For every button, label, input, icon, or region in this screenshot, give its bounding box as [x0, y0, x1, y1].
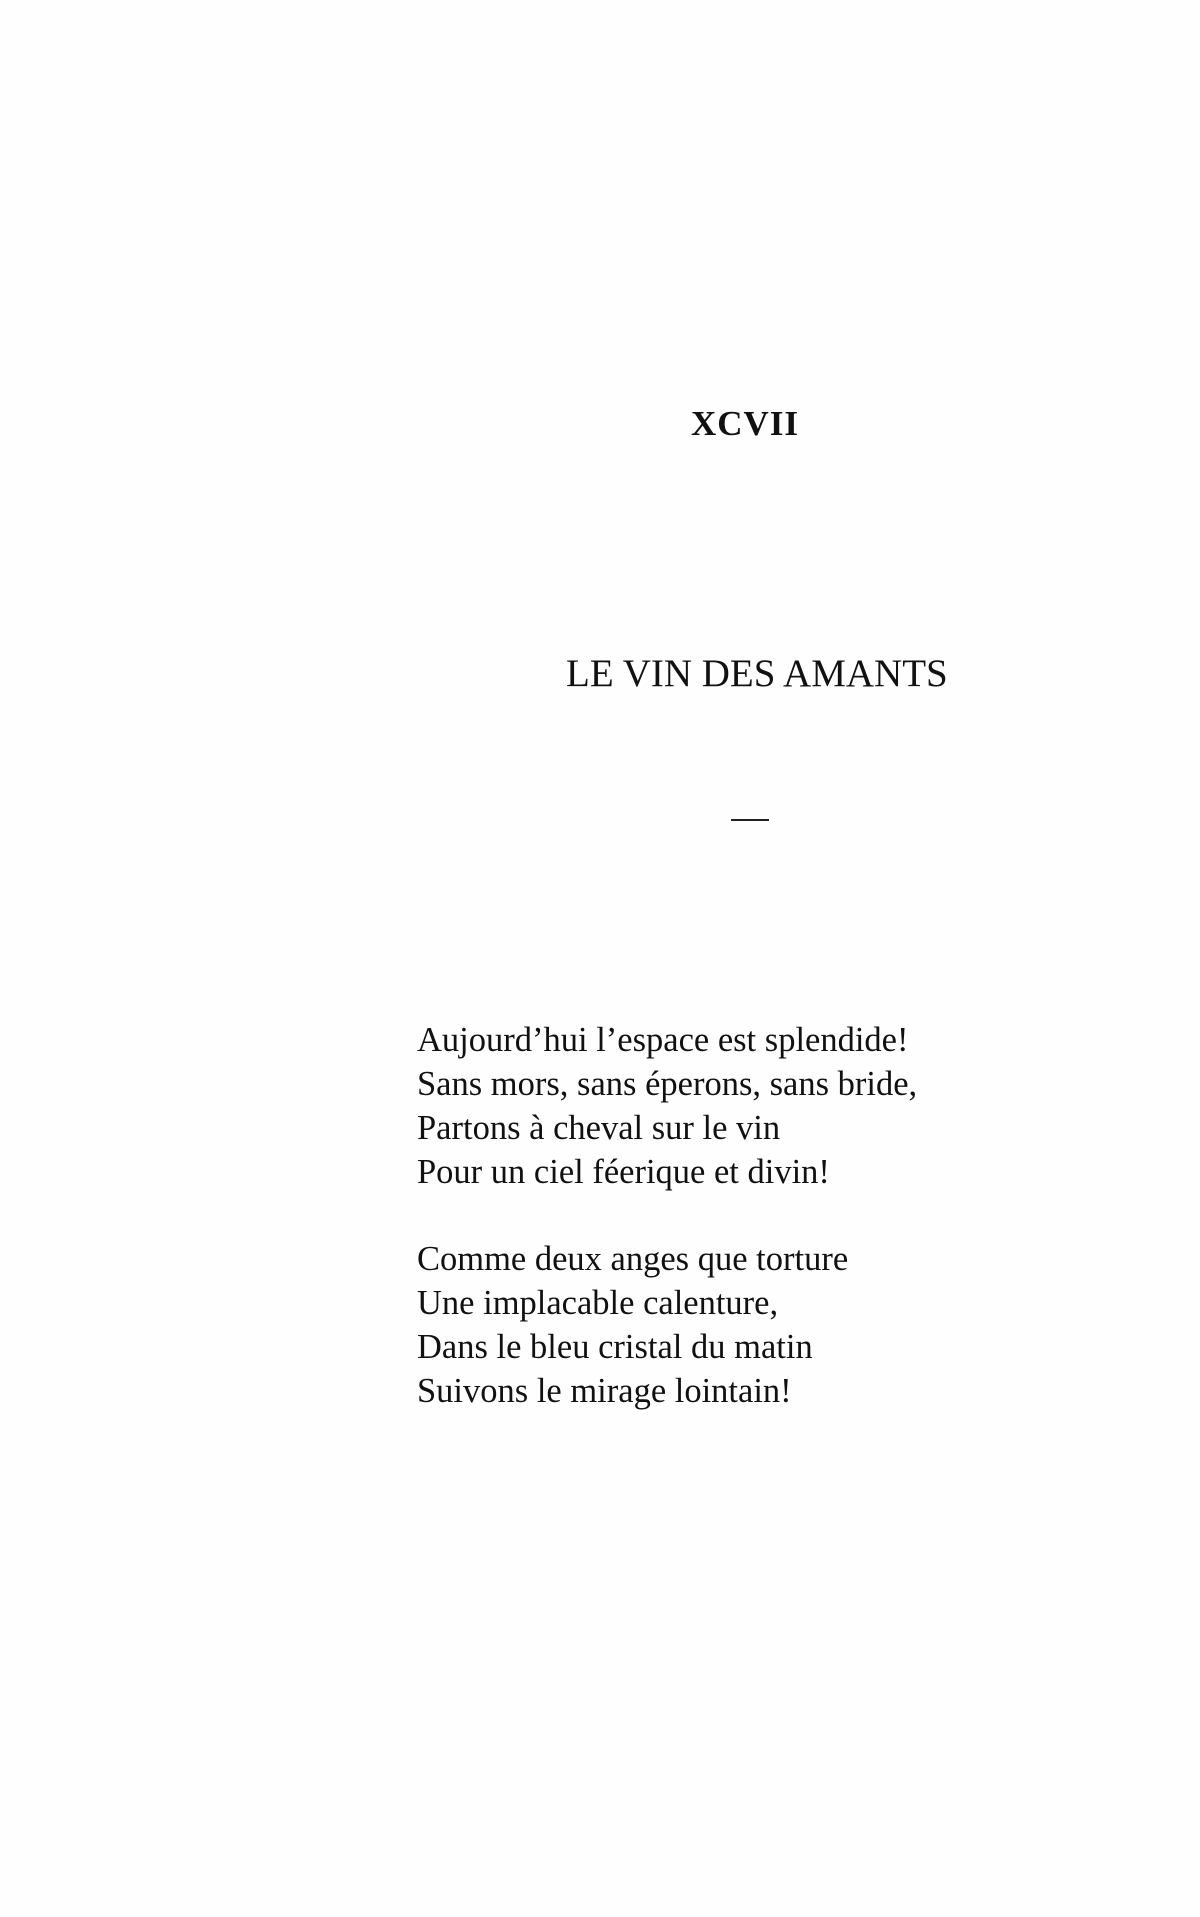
verse-line: Dans le bleu cristal du matin — [417, 1328, 813, 1366]
title-divider — [731, 819, 769, 821]
verse-line: Pour un ciel féerique et divin! — [417, 1153, 830, 1191]
verse-line: Suivons le mirage lointain! — [417, 1372, 792, 1410]
stanza-1 — [417, 1018, 1017, 1194]
poem-body — [417, 1018, 1017, 1456]
verse-line: Comme deux anges que torture — [417, 1240, 849, 1278]
verse-line: Une implacable calenture, — [417, 1284, 779, 1322]
verse-line: Partons à cheval sur le vin — [417, 1109, 781, 1147]
verse-line: Sans mors, sans éperons, sans bride, — [417, 1065, 918, 1103]
poem-title: LE VIN DES AMANTS — [566, 652, 948, 695]
poem-number: XCVII — [690, 404, 800, 443]
verse-line: Aujourd’hui l’espace est splendide! — [417, 1021, 909, 1059]
stanza-2 — [417, 1237, 1017, 1413]
